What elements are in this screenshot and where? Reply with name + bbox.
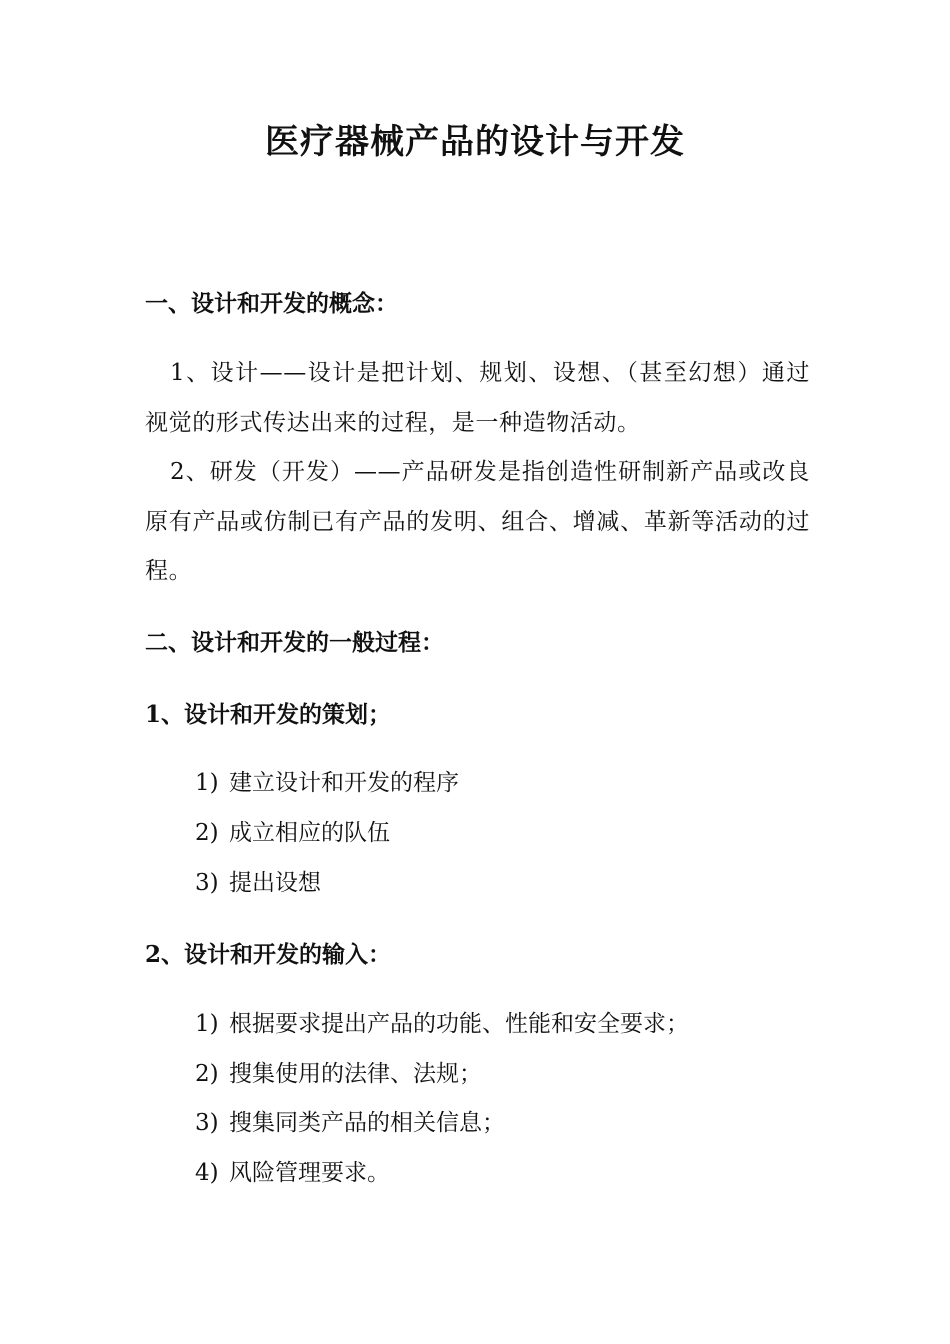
list-item	[195, 1156, 390, 1190]
list-item	[195, 766, 459, 800]
list-item-text: 风险管理要求。	[229, 1160, 390, 1186]
list-item	[195, 1106, 505, 1140]
section-heading-concept: 一、设计和开发的概念：	[145, 290, 398, 317]
list-item-text: 成立相应的队伍	[229, 820, 390, 846]
list-item-text: 建立设计和开发的程序	[229, 770, 459, 796]
list-item	[195, 1007, 689, 1041]
section-heading-process: 二、设计和开发的一般过程：	[145, 629, 444, 656]
list-item-number: 1)	[195, 770, 219, 796]
list-item-text: 搜集使用的法律、法规；	[229, 1061, 482, 1087]
list-item-number: 2)	[195, 820, 219, 846]
list-item-number: 1)	[195, 1011, 219, 1037]
list-item-text: 搜集同类产品的相关信息；	[229, 1110, 505, 1136]
list-item-text: 提出设想	[229, 870, 321, 896]
paragraph-development-definition: 2、研发（开发）——产品研发是指创造性研制新产品或改良原有产品或仿制已有产品的发明、组合、增减、革新等活动的过程。	[145, 459, 810, 584]
paragraph-design-definition: 1、设计——设计是把计划、规划、设想、（甚至幻想）通过视觉的形式传达出来的过程，是一种造物活动。	[145, 360, 810, 436]
list-item-text: 根据要求提出产品的功能、性能和安全要求；	[229, 1011, 689, 1037]
subsection-heading-planning: 1、设计和开发的策划；	[145, 701, 392, 728]
list-item-number: 3)	[195, 1110, 219, 1136]
subsection-heading-input: 2、设计和开发的输入：	[145, 941, 392, 968]
list-item	[195, 1057, 482, 1091]
list-item	[195, 866, 321, 900]
document-title: 医疗器械产品的设计与开发	[265, 122, 685, 162]
list-item-number: 2)	[195, 1061, 219, 1087]
list-item	[195, 816, 390, 850]
list-item-number: 4)	[195, 1160, 219, 1186]
list-item-number: 3)	[195, 870, 219, 896]
